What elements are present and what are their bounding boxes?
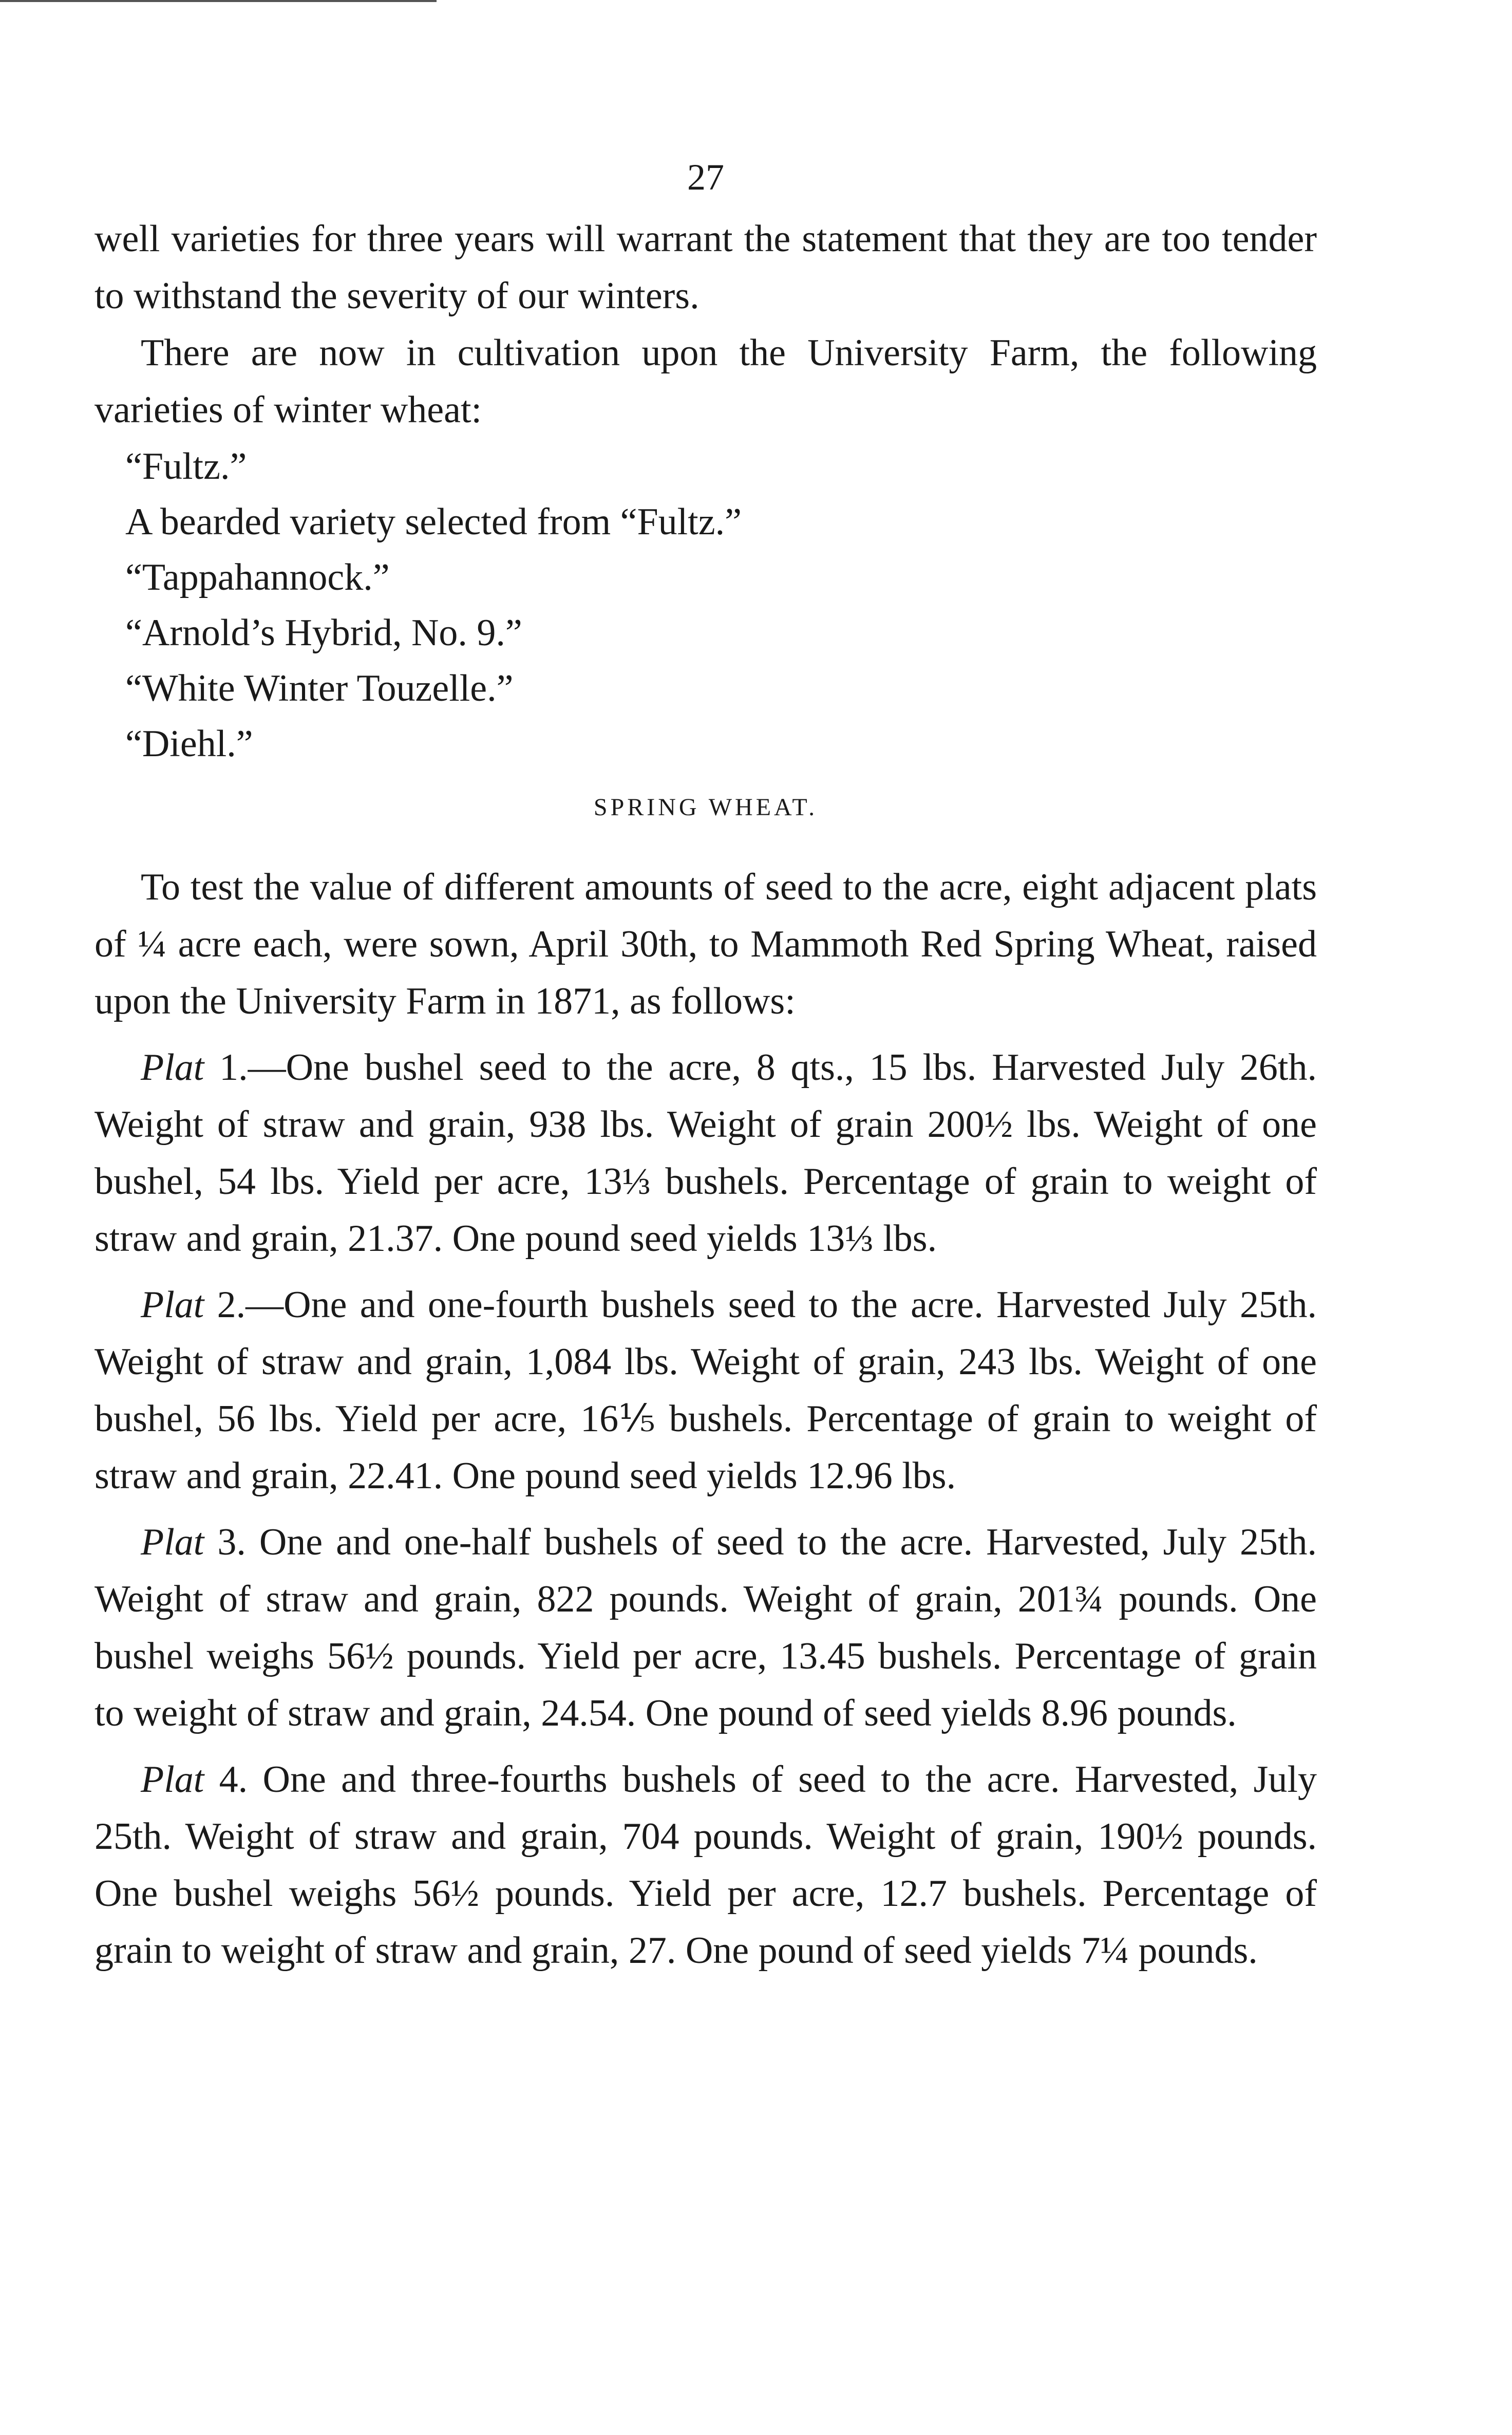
page-body (94, 154, 1317, 1979)
section-heading: SPRING WHEAT. (593, 794, 818, 821)
plat-text: One and three-fourths bushels of seed to the acre. Harvested, July 25th. Weight of straw and grain, 704 pounds. Weight of grain, 190½ pounds. One bushel weighs 56½ pounds. Yield per acre, 12.7 bushels. Percentage of grain to weight of straw and grain, 27. One pound of seed yields 7¼ pounds. (94, 1758, 1317, 1972)
plat-label: Plat (141, 1521, 204, 1563)
plat-label: Plat (141, 1046, 204, 1089)
plat-label: Plat (141, 1284, 204, 1326)
variety-list (94, 439, 1317, 772)
paragraph-spring-wheat-intro: To test the value of different amounts of seed to the acre, eight adjacent plats of ¼ acre each, were sown, April 30th, to Mammoth Red Spring Wheat, raised upon the University Farm in 1871, as follows: (94, 866, 1317, 1022)
list-item: “Fultz.” (125, 445, 247, 488)
plat-paragraph (94, 1277, 1317, 1505)
plat-number: 2. (204, 1284, 246, 1326)
plat-label: Plat (141, 1758, 204, 1801)
paragraph-winter-wheat-intro: There are now in cultivation upon the University Farm, the following varieties of winter wheat: (94, 332, 1317, 431)
plat-paragraph (94, 1751, 1317, 1979)
page-number: 27 (687, 157, 724, 198)
list-item: A bearded variety selected from “Fultz.” (125, 501, 742, 543)
plat-text: —One and one-fourth bushels seed to the acre. Harvested July 25th. Weight of straw and grain, 1,084 lbs. Weight of grain, 243 lbs. Weight of one bushel, 56 lbs. Yield per acre, 16⅕ bushels. Percentage of grain to weight of straw and grain, 22.41. One pound seed yields 12.96 lbs. (94, 1284, 1317, 1497)
plat-paragraph (94, 1514, 1317, 1742)
list-item: “White Winter Touzelle.” (125, 667, 514, 709)
plat-number: 4. (204, 1758, 248, 1801)
list-item: “Tappahannock.” (125, 556, 390, 598)
plat-text: One and one-half bushels of seed to the acre. Harvested, July 25th. Weight of straw and grain, 822 pounds. Weight of grain, 201¾ pounds. One bushel weighs 56½ pounds. Yield per acre, 13.45 bushels. Percentage of grain to weight of straw and grain, 24.54. One pound of seed yields 8.96 pounds. (94, 1521, 1317, 1734)
plat-text: —One bushel seed to the acre, 8 qts., 15 lbs. Harvested July 26th. Weight of straw and grain, 938 lbs. Weight of grain 200½ lbs. Weight of one bushel, 54 lbs. Yield per acre, 13⅓ bushels. Percentage of grain to weight of straw and grain, 21.37. One pound seed yields 13⅓ lbs. (94, 1046, 1317, 1260)
plat-number: 3. (204, 1521, 246, 1563)
top-rule (0, 0, 437, 2)
paragraph-continuation: well varieties for three years will warrant the statement that they are too tender to withstand the severity of our winters. (94, 218, 1317, 317)
list-item: “Diehl.” (125, 723, 253, 765)
list-item: “Arnold’s Hybrid, No. 9.” (125, 612, 522, 654)
plat-paragraph (94, 1039, 1317, 1267)
plat-number: 1. (204, 1046, 248, 1089)
